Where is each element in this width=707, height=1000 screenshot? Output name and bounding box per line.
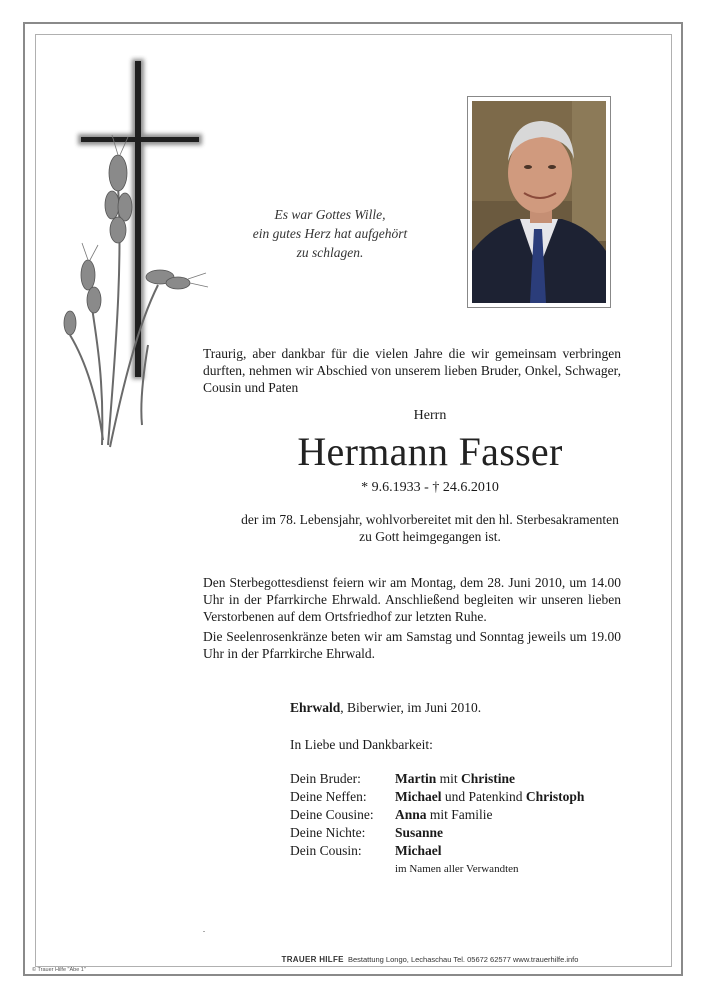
place-rest: , Biberwier, im Juni 2010. bbox=[340, 700, 482, 715]
mourner-label: Deine Neffen: bbox=[290, 789, 367, 804]
mourner-name: Christoph bbox=[525, 789, 585, 804]
mourner-label: Deine Nichte: bbox=[290, 825, 366, 840]
mourner-row-cousin bbox=[290, 843, 584, 861]
dot-mark: . bbox=[203, 925, 205, 934]
cross-with-wheat-icon bbox=[48, 55, 218, 460]
copyright: © Trauer Hilfe "Abe 1" bbox=[32, 967, 86, 973]
thanks-line: In Liebe und Dankbarkeit: bbox=[290, 737, 433, 752]
salutation: Herrn bbox=[413, 408, 447, 423]
funeral-info bbox=[203, 574, 621, 665]
passing-line-2: zu Gott heimgegangen ist. bbox=[359, 529, 501, 544]
footer bbox=[200, 955, 660, 964]
place-date-line bbox=[290, 700, 481, 716]
portrait-image bbox=[472, 101, 606, 303]
footer-brand: TRAUER HILFE bbox=[281, 955, 344, 964]
place-town: Ehrwald bbox=[290, 700, 341, 715]
mourner-name: Martin bbox=[395, 771, 437, 786]
mourner-row-niece bbox=[290, 825, 584, 843]
mourner-label: Dein Cousin: bbox=[290, 843, 362, 858]
funeral-text: Den Sterbegottesdienst feiern wir am Montag, dem 28. Juni 2010, um 14.00 Uhr in der Pfarrkirche Ehrwald. Anschließend begleiten wir unseren lieben Verstorbenen auf dem Ortsfriedhof zur letzten Ruhe. bbox=[203, 575, 621, 624]
footer-text: Bestattung Longo, Lechaschau Tel. 05672 62577 www.trauerhilfe.info bbox=[347, 955, 579, 964]
mourner-label: Deine Cousine: bbox=[290, 807, 374, 822]
mourner-name: Michael bbox=[395, 843, 442, 858]
quote-block bbox=[235, 205, 425, 262]
mourner-name: Michael bbox=[395, 789, 442, 804]
intro-text: Traurig, aber dankbar für die vielen Jahre die wir gemeinsam verbringen durften, nehmen wir Abschied von unserem lieben Bruder, Onkel, Schwager, Cousin und Paten bbox=[203, 346, 621, 395]
mourner-row-nephews bbox=[290, 789, 584, 807]
mourner-name: Susanne bbox=[395, 825, 444, 840]
passing-line-1: der im 78. Lebensjahr, wohlvorbereitet mit den hl. Sterbesakramenten bbox=[241, 512, 619, 527]
mourner-join: mit bbox=[436, 771, 462, 786]
family-note: im Namen aller Verwandten bbox=[395, 863, 519, 875]
mourners-list bbox=[290, 771, 584, 861]
quote-line-1: Es war Gottes Wille, bbox=[274, 207, 386, 222]
rosary-text: Die Seelenrosenkränze beten wir am Samstag und Sonntag jeweils um 19.00 Uhr in der Pfarrkirche Ehrwald. bbox=[203, 629, 621, 661]
deceased-name: Hermann Fasser bbox=[297, 429, 563, 474]
quote-line-3: zu schlagen. bbox=[296, 245, 364, 260]
mourner-label: Dein Bruder: bbox=[290, 771, 361, 786]
passing-text bbox=[200, 511, 660, 545]
mourner-join: mit Familie bbox=[426, 807, 493, 822]
mourner-row-brother bbox=[290, 771, 584, 789]
mourner-join: und Patenkind bbox=[441, 789, 526, 804]
quote-line-2: ein gutes Herz hat aufgehört bbox=[252, 226, 408, 241]
mourner-name: Christine bbox=[461, 771, 516, 786]
mourner-row-cousine bbox=[290, 807, 584, 825]
mourner-name: Anna bbox=[395, 807, 427, 822]
portrait-photo bbox=[467, 96, 611, 308]
life-dates: * 9.6.1933 - † 24.6.2010 bbox=[361, 480, 499, 495]
